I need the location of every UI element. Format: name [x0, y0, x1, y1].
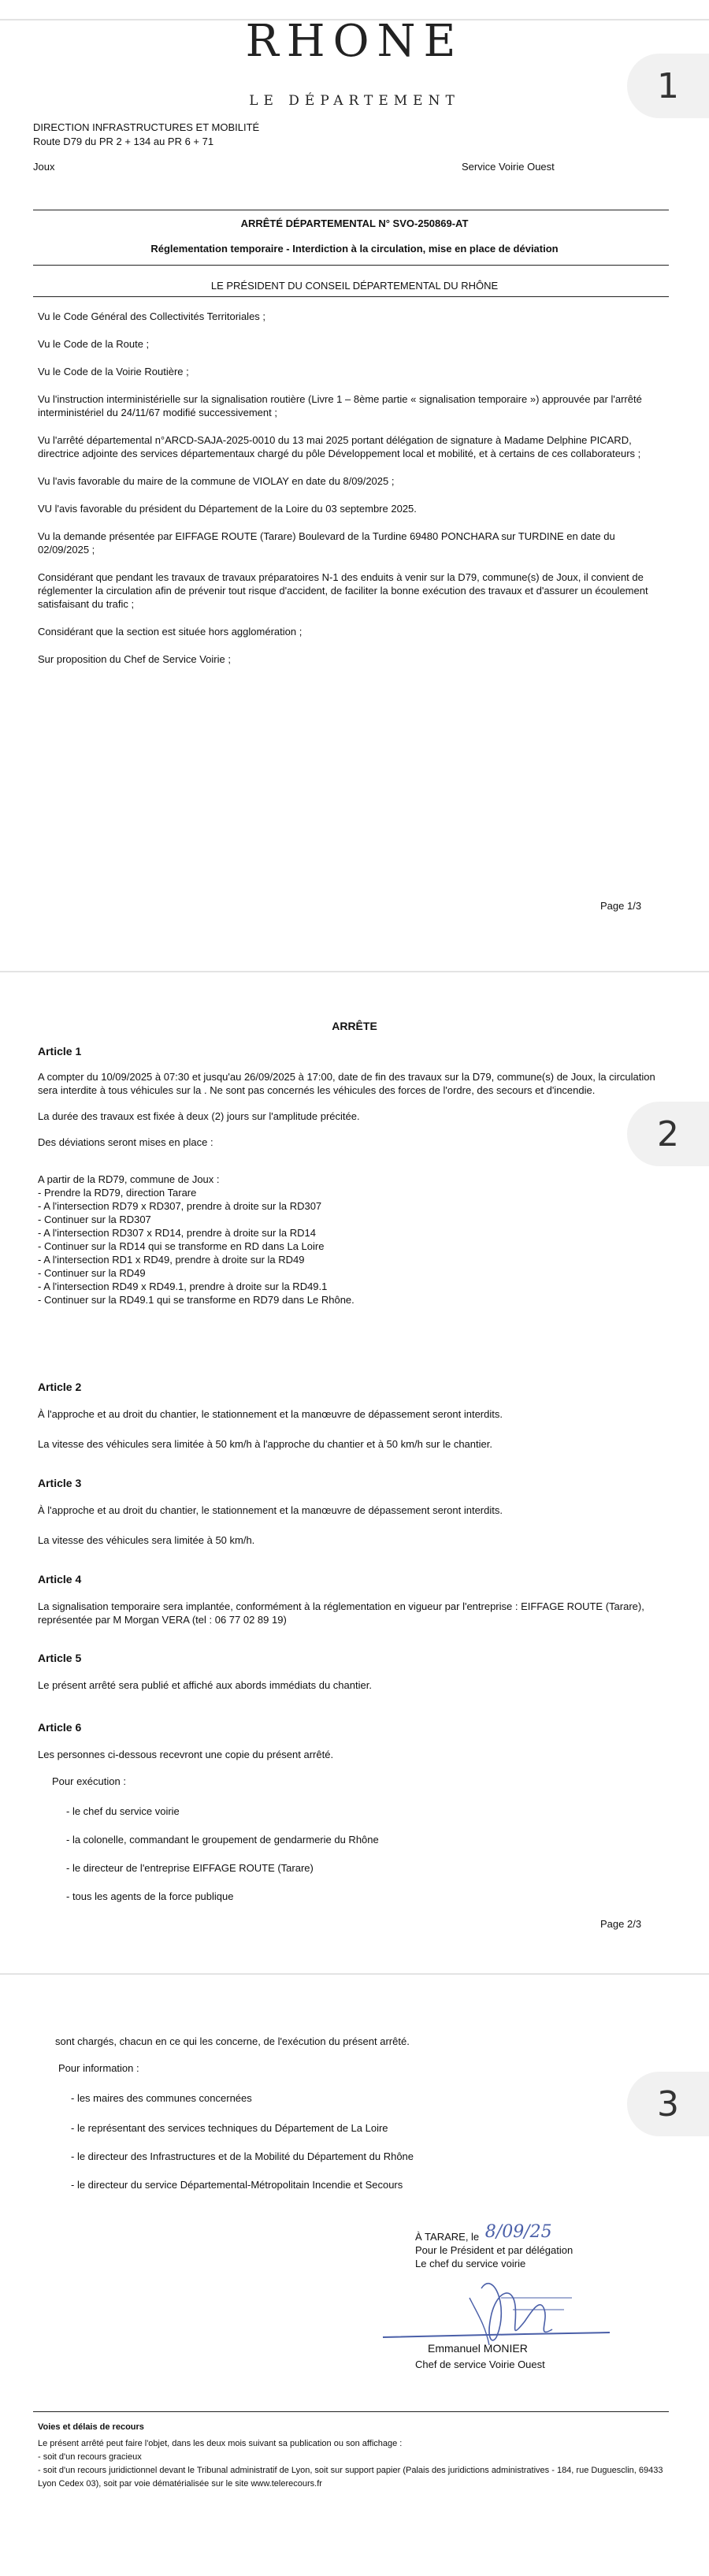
list-item: - A l'intersection RD49 x RD49.1, prendre à droite sur la RD49.1	[38, 1281, 328, 1292]
charged-text: sont chargés, chacun en ce qui les concerne, de l'exécution du présent arrêté.	[55, 2035, 410, 2047]
direction-label: DIRECTION INFRASTRUCTURES ET MOBILITÉ	[33, 121, 260, 133]
signature-role-line: Le chef du service voirie	[415, 2258, 526, 2269]
list-item: - le représentant des services techniques du Département de La Loire	[71, 2122, 388, 2134]
visa: Sur proposition du Chef de Service Voirie ;	[38, 653, 231, 665]
visa: Vu l'arrêté départemental n°ARCD-SAJA-2025-0010 du 13 mai 2025 portant délégation de signature à Madame Delphine PICARD, directrice adjointe des services départementaux chargé du pôle Développement local et mobilité, et à certains de ces collaborateurs ;	[38, 434, 641, 459]
article-1-title: Article 1	[38, 1045, 82, 1058]
visa: Vu le Code Général des Collectivités Territoriales ;	[38, 310, 266, 322]
arrete-subject: Réglementation temporaire - Interdiction à la circulation, mise en place de déviation	[150, 243, 559, 255]
list-item: - le directeur du service Départemental-Métropolitain Incendie et Secours	[71, 2179, 403, 2191]
route-label: Route D79 du PR 2 + 134 au PR 6 + 71	[33, 136, 214, 147]
article-6-title: Article 6	[38, 1721, 82, 1734]
recours-line: - soit d'un recours juridictionnel devant le Tribunal administratif de Lyon, soit sur support papier (Palais des juridictions administratives - 184, rue Duguesclin, 69433 Lyon Cedex 03), soit par voie dématérialisée sur le site www.telerecours.fr	[38, 2466, 663, 2489]
list-item: - A l'intersection RD1 x RD49, prendre à droite sur la RD49	[38, 1254, 305, 1266]
article-text: La vitesse des véhicules sera limitée à 50 km/h.	[38, 1534, 255, 1546]
article-text: Les personnes ci-dessous recevront une copie du présent arrêté.	[38, 1749, 334, 1760]
page-2	[0, 972, 709, 1972]
visa: Vu la demande présentée par EIFFAGE ROUTE (Tarare) Boulevard de la Turdine 69480 PONCHARA sur TURDINE en date du 02/09/2025 ;	[38, 530, 615, 556]
execution-label: Pour exécution :	[52, 1775, 126, 1787]
list-item: - Continuer sur la RD49.1 qui se transforme en RD79 dans Le Rhône.	[38, 1294, 354, 1306]
visa: Vu l'instruction interministérielle sur la signalisation routière (Livre 1 – 8ème partie « signalisation temporaire ») approuvée par l'arrêté interministériel du 24/11/67 modifié successivement ;	[38, 393, 642, 418]
list-item: - le chef du service voirie	[66, 1805, 180, 1817]
page-badge-2: 2	[627, 1102, 709, 1166]
information-label: Pour information :	[58, 2062, 139, 2074]
president-heading: LE PRÉSIDENT DU CONSEIL DÉPARTEMENTAL DU RHÔNE	[210, 280, 499, 292]
deviation-list	[38, 1173, 660, 1307]
list-item: - le directeur de l'entreprise EIFFAGE ROUTE (Tarare)	[66, 1862, 314, 1874]
list-item: - Continuer sur la RD14 qui se transforme en RD dans La Loire	[38, 1240, 325, 1252]
article-text: La vitesse des véhicules sera limitée à 50 km/h à l'approche du chantier et à 50 km/h sur le chantier.	[38, 1438, 492, 1450]
page-1	[0, 0, 709, 969]
page-number: Page 2/3	[600, 1918, 642, 1930]
list-item: - tous les agents de la force publique	[66, 1890, 234, 1902]
commune-label: Joux	[33, 161, 55, 173]
visa: Vu le Code de la Voirie Routière ;	[38, 366, 189, 377]
article-2-title: Article 2	[38, 1381, 82, 1393]
rule	[33, 265, 669, 266]
article-3-title: Article 3	[38, 1477, 82, 1489]
handwritten-date: 8/09/25	[484, 2222, 552, 2242]
signature-block	[415, 2222, 651, 2270]
article-text: Des déviations seront mises en place :	[38, 1136, 213, 1148]
department-logo	[0, 0, 709, 118]
list-item: - Prendre la RD79, direction Tarare	[38, 1187, 197, 1199]
article-text: Le présent arrêté sera publié et affiché aux abords immédiats du chantier.	[38, 1679, 372, 1691]
list-item: - Continuer sur la RD49	[38, 1267, 146, 1279]
list-item: - A l'intersection RD307 x RD14, prendre à droite sur la RD14	[38, 1227, 316, 1239]
visa: Vu le Code de la Route ;	[38, 338, 150, 350]
arrete-heading: ARRÊTE	[332, 1020, 377, 1032]
logo-word: RHONE	[245, 16, 464, 67]
article-text: À l'approche et au droit du chantier, le stationnement et la manœuvre de dépassement seront interdits.	[38, 1504, 503, 1516]
recours-block	[38, 2421, 668, 2491]
article-text: A compter du 10/09/2025 à 07:30 et jusqu'au 26/09/2025 à 17:00, date de fin des travaux sur la D79, commune(s) de Joux, la circulation sera interdite à tous véhicules sur la . Ne sont pas concernés les véhicules des forces de l'ordre, des secours et d'incendie.	[38, 1071, 655, 1096]
rule	[33, 2411, 669, 2412]
service-label: Service Voirie Ouest	[462, 161, 555, 173]
visa: Vu l'avis favorable du maire de la commune de VIOLAY en date du 8/09/2025 ;	[38, 475, 395, 487]
signatory-role: Chef de service Voirie Ouest	[415, 2359, 545, 2370]
signature-place-text: À TARARE, le	[415, 2231, 480, 2243]
visas-block	[38, 310, 668, 666]
article-4-title: Article 4	[38, 1573, 82, 1585]
article-1-body	[38, 1070, 660, 1307]
article-text: La durée des travaux est fixée à deux (2) jours sur l'amplitude précitée.	[38, 1110, 360, 1122]
list-item: - A l'intersection RD79 x RD307, prendre à droite sur la RD307	[38, 1200, 322, 1212]
page-badge-3: 3	[627, 2072, 709, 2136]
list-item: - les maires des communes concernées	[71, 2092, 252, 2104]
signature-place	[415, 2222, 651, 2243]
page-badge-1: 1	[627, 54, 709, 118]
list-item: - Continuer sur la RD307	[38, 1214, 151, 1225]
visa: Considérant que la section est située hors agglomération ;	[38, 626, 303, 637]
article-text: À l'approche et au droit du chantier, le stationnement et la manœuvre de dépassement seront interdits.	[38, 1408, 503, 1420]
list-item: - la colonelle, commandant le groupement de gendarmerie du Rhône	[66, 1834, 379, 1846]
signatory-name: Emmanuel MONIER	[428, 2342, 528, 2355]
list-item: A partir de la RD79, commune de Joux :	[38, 1173, 220, 1185]
rule	[33, 296, 669, 297]
arrete-number: ARRÊTÉ DÉPARTEMENTAL N° SVO-250869-AT	[240, 217, 469, 229]
page-number: Page 1/3	[600, 900, 642, 912]
article-text: La signalisation temporaire sera implantée, conformément à la réglementation en vigueur par l'entreprise : EIFFAGE ROUTE (Tarare), représentée par M Morgan VERA (tel : 06 77 02 89 19)	[38, 1600, 644, 1626]
signature-delegation: Pour le Président et par délégation	[415, 2244, 574, 2256]
list-item: - le directeur des Infrastructures et de la Mobilité du Département du Rhône	[71, 2150, 414, 2162]
logo-subtitle: LE DÉPARTEMENT	[249, 93, 460, 109]
page-3	[0, 1975, 709, 2576]
recours-title: Voies et délais de recours	[38, 2422, 144, 2432]
handwritten-signature-image	[375, 2266, 611, 2353]
visa: VU l'avis favorable du président du Département de la Loire du 03 septembre 2025.	[38, 503, 417, 515]
recours-line: - soit d'un recours gracieux	[38, 2452, 142, 2462]
article-5-title: Article 5	[38, 1652, 82, 1664]
visa: Considérant que pendant les travaux de travaux préparatoires N-1 des enduits à venir sur la D79, commune(s) de Joux, il convient de réglementer la circulation afin de prévenir tout risque d'accident, de faciliter la bonne exécution des travaux et d'assurer un écoulement satisfaisant du trafic ;	[38, 571, 648, 610]
recours-line: Le présent arrêté peut faire l'objet, dans les deux mois suivant sa publication ou son affichage :	[38, 2439, 403, 2448]
